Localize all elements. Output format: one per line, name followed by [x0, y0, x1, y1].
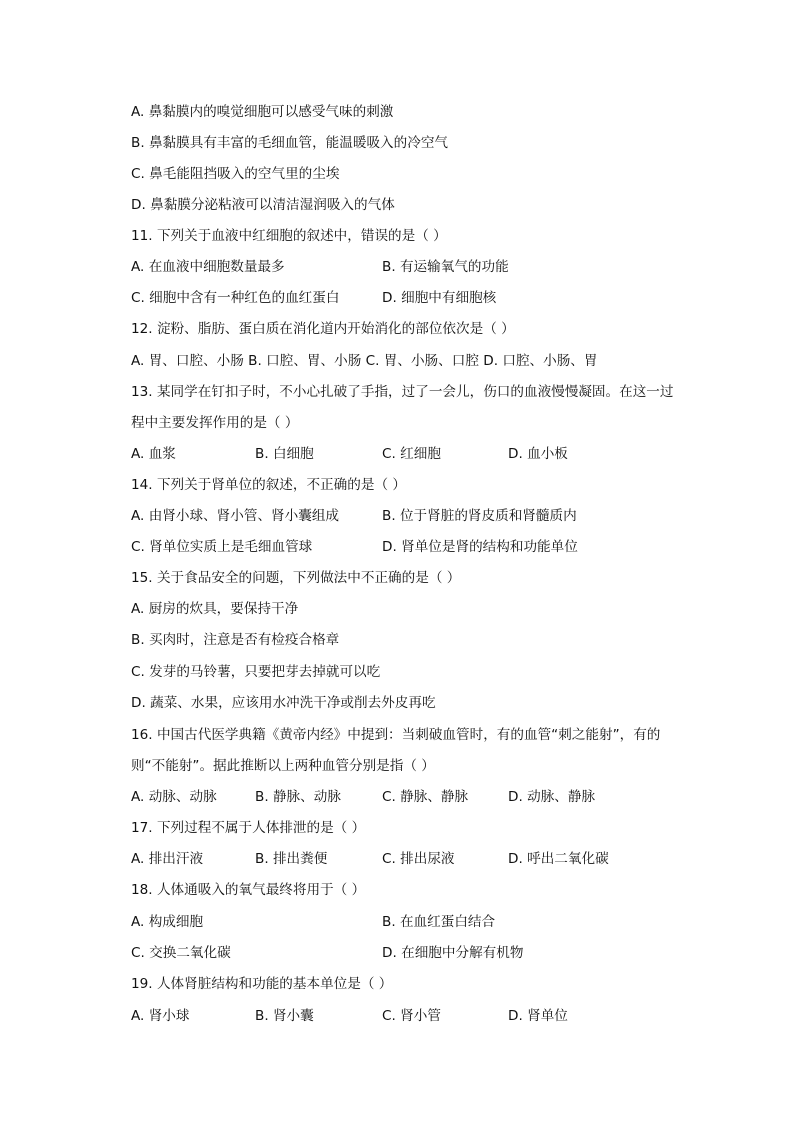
q14-option-a: A. 由肾小球、肾小管、肾小囊组成: [131, 508, 340, 524]
q18-stem: 18. 人体通吸入的氧气最终将用于（ ）: [131, 882, 366, 898]
q15-option-d: D. 蔬菜、水果，应该用水冲洗干净或削去外皮再吃: [131, 695, 436, 711]
q11-option-b: B. 有运输氧气的功能: [382, 259, 509, 275]
q13-stem-line2: 程中主要发挥作用的是（ ）: [131, 415, 299, 431]
q18-option-c: C. 交换二氧化碳: [131, 945, 231, 961]
q19-option-a: A. 肾小球: [131, 1008, 190, 1024]
q13-option-c: C. 红细胞: [382, 446, 441, 462]
q13-option-d: D. 血小板: [508, 446, 568, 462]
q19-option-d: D. 肾单位: [508, 1008, 568, 1024]
q17-option-c: C. 排出尿液: [382, 851, 455, 867]
q14-option-b: B. 位于肾脏的肾皮质和肾髓质内: [382, 508, 577, 524]
q17-option-a: A. 排出汗液: [131, 851, 204, 867]
q16-stem-line2: 则“不能射”。据此推断以上两种血管分别是指（ ）: [131, 758, 435, 774]
q14-option-d: D. 肾单位是肾的结构和功能单位: [382, 539, 578, 555]
q16-option-b: B. 静脉、动脉: [255, 789, 341, 805]
q13-stem-line1: 13. 某同学在钉扣子时，不小心扎破了手指，过了一会儿，伤口的血液慢慢凝固。在这一过: [131, 384, 674, 400]
q12-stem: 12. 淀粉、脂肪、蛋白质在消化道内开始消化的部位依次是（ ）: [131, 321, 515, 337]
q18-option-b: B. 在血红蛋白结合: [382, 914, 496, 930]
q12-options: A. 胃、口腔、小肠 B. 口腔、胃、小肠 C. 胃、小肠、口腔 D. 口腔、小肠、胃: [131, 353, 598, 369]
q11-option-d: D. 细胞中有细胞核: [382, 290, 497, 306]
q10-option-a: A. 鼻黏膜内的嗅觉细胞可以感受气味的刺激: [131, 104, 394, 120]
q16-option-c: C. 静脉、静脉: [382, 789, 469, 805]
q18-option-a: A. 构成细胞: [131, 914, 204, 930]
q15-option-a: A. 厨房的炊具，要保持干净: [131, 601, 299, 617]
q19-stem: 19. 人体肾脏结构和功能的基本单位是（ ）: [131, 976, 393, 992]
q14-stem: 14. 下列关于肾单位的叙述，不正确的是（ ）: [131, 477, 406, 493]
q16-stem-line1: 16. 中国古代医学典籍《黄帝内经》中提到：当刺破血管时，有的血管“刺之能射”，有的: [131, 727, 661, 743]
q19-option-c: C. 肾小管: [382, 1008, 441, 1024]
q10-option-d: D. 鼻黏膜分泌粘液可以清洁湿润吸入的气体: [131, 197, 395, 213]
q10-option-b: B. 鼻黏膜具有丰富的毛细血管，能温暖吸入的冷空气: [131, 135, 449, 151]
q16-option-a: A. 动脉、动脉: [131, 789, 217, 805]
q10-option-c: C. 鼻毛能阻挡吸入的空气里的尘埃: [131, 166, 340, 182]
q17-option-b: B. 排出粪便: [255, 851, 328, 867]
q11-stem: 11. 下列关于血液中红细胞的叙述中，错误的是（ ）: [131, 228, 447, 244]
q19-option-b: B. 肾小囊: [255, 1008, 314, 1024]
q16-option-d: D. 动脉、静脉: [508, 789, 596, 805]
q14-option-c: C. 肾单位实质上是毛细血管球: [131, 539, 313, 555]
q13-option-b: B. 白细胞: [255, 446, 314, 462]
q15-option-b: B. 买肉时，注意是否有检疫合格章: [131, 632, 340, 648]
q17-stem: 17. 下列过程不属于人体排泄的是（ ）: [131, 820, 366, 836]
q15-stem: 15. 关于食品安全的问题，下列做法中不正确的是（ ）: [131, 570, 461, 586]
q18-option-d: D. 在细胞中分解有机物: [382, 945, 524, 961]
q17-option-d: D. 呼出二氧化碳: [508, 851, 609, 867]
q15-option-c: C. 发芽的马铃薯，只要把芽去掉就可以吃: [131, 664, 381, 680]
q11-option-c: C. 细胞中含有一种红色的血红蛋白: [131, 290, 340, 306]
q13-option-a: A. 血浆: [131, 446, 176, 462]
q11-option-a: A. 在血液中细胞数量最多: [131, 259, 285, 275]
